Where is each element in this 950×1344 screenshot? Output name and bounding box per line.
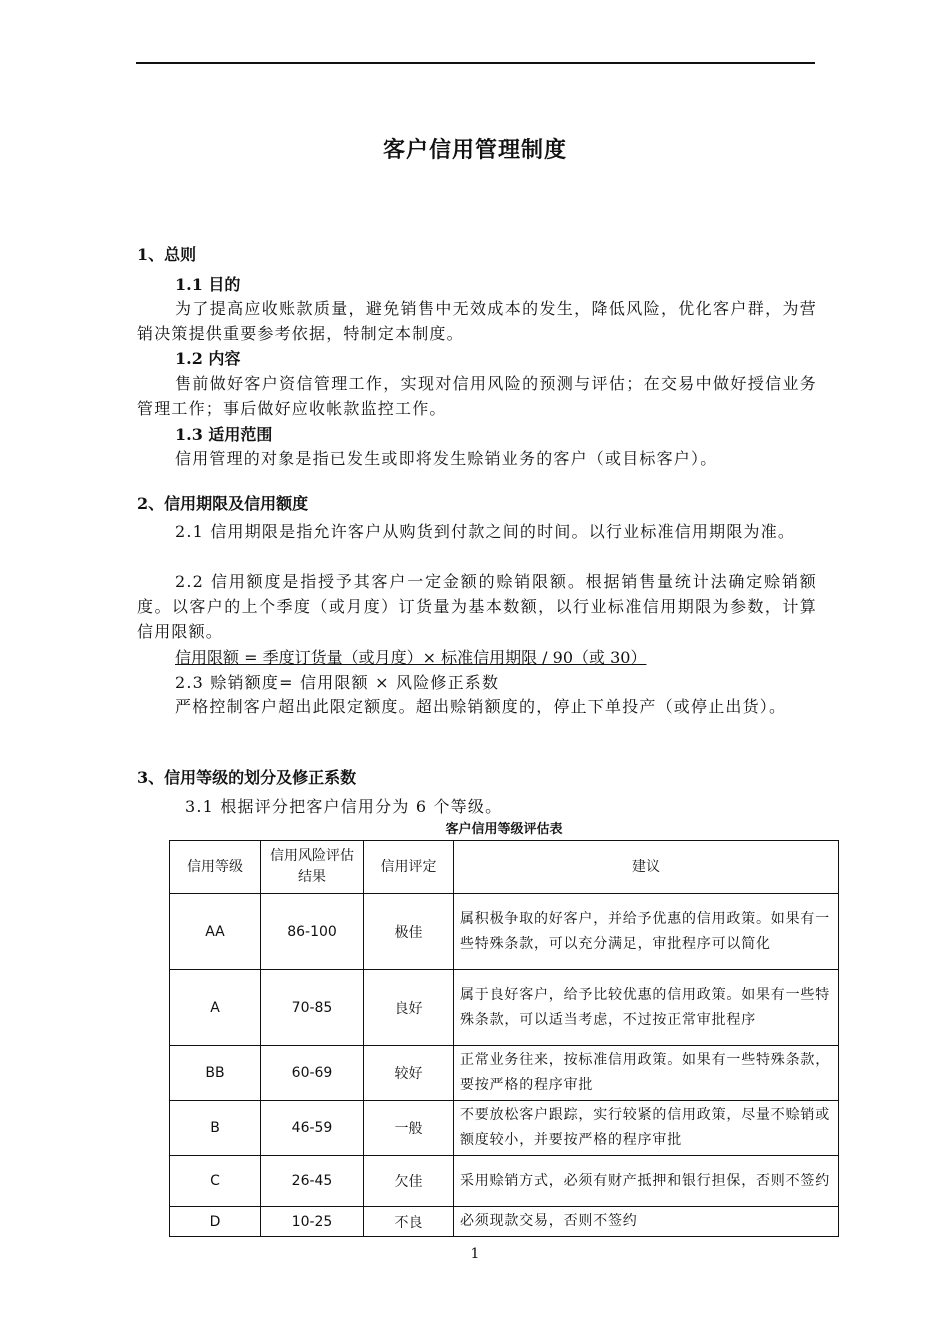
section-1-3-heading: 1.3 适用范围	[175, 425, 273, 444]
grade-cell: A	[170, 970, 261, 1046]
table-row	[170, 1101, 839, 1156]
grade-cell: D	[170, 1207, 261, 1237]
table-row	[170, 1046, 839, 1101]
header-advice: 建议	[454, 841, 839, 894]
advice-cell: 不要放松客户跟踪，实行较紧的信用政策，尽量不赊销或额度较小，并要按严格的程序审批	[454, 1101, 839, 1156]
advice-cell: 属于良好客户，给予比较优惠的信用政策。如果有一些特殊条款，可以适当考虑，不过按正常审批程序	[454, 970, 839, 1046]
grade-cell: B	[170, 1101, 261, 1156]
rating-cell: 不良	[364, 1207, 454, 1237]
header-credit-grade: 信用等级	[170, 841, 261, 894]
credit-limit-formula	[137, 645, 817, 670]
header-rule	[136, 62, 815, 64]
rating-cell: 较好	[364, 1046, 454, 1101]
score-range-cell: 86-100	[261, 894, 364, 970]
table-row	[170, 970, 839, 1046]
section-2-heading: 2、信用期限及信用额度	[137, 494, 309, 513]
section-2-2-text: 2.2 信用额度是指授予其客户一定金额的赊销限额。根据销售量统计法确定赊销额度。以客户的上个季度（或月度）订货量为基本数额，以行业标准信用期限为参数，计算信用限额。	[137, 572, 817, 641]
section-3-1-text: 3.1 根据评分把客户信用分为 6 个等级。	[185, 797, 503, 816]
section-2-4-text: 严格控制客户超出此限定额度。超出赊销额度的，停止下单投产（或停止出货）。	[175, 697, 787, 716]
rating-cell: 良好	[364, 970, 454, 1046]
advice-cell: 属积极争取的好客户，并给予优惠的信用政策。如果有一些特殊条款，可以充分满足，审批程序可以简化	[454, 894, 839, 970]
section-1-2-text: 售前做好客户资信管理工作，实现对信用风险的预测与评估；在交易中做好授信业务管理工作；事后做好应收帐款监控工作。	[137, 374, 817, 418]
table-row	[170, 894, 839, 970]
score-range-cell: 10-25	[261, 1207, 364, 1237]
rating-cell: 欠佳	[364, 1156, 454, 1207]
table-caption: 客户信用等级评估表	[445, 822, 563, 837]
section-1-1-heading: 1.1 目的	[175, 275, 241, 294]
header-risk-result: 信用风险评估结果	[261, 841, 364, 894]
table-header-row	[170, 841, 839, 894]
score-range-cell: 60-69	[261, 1046, 364, 1101]
header-credit-rating: 信用评定	[364, 841, 454, 894]
page-number: 1	[470, 1246, 480, 1262]
score-range-cell: 26-45	[261, 1156, 364, 1207]
grade-cell: AA	[170, 894, 261, 970]
grade-cell: BB	[170, 1046, 261, 1101]
rating-cell: 一般	[364, 1101, 454, 1156]
score-range-cell: 70-85	[261, 970, 364, 1046]
section-2-1-text: 2.1 信用期限是指允许客户从购货到付款之间的时间。以行业标准信用期限为准。	[175, 522, 796, 541]
credit-rating-table	[169, 840, 839, 1237]
document-title: 客户信用管理制度	[382, 137, 567, 163]
section-1-3-text: 信用管理的对象是指已发生或即将发生赊销业务的客户（或目标客户）。	[175, 449, 718, 468]
table-row	[170, 1156, 839, 1207]
section-1-heading: 1、总则	[137, 245, 197, 264]
score-range-cell: 46-59	[261, 1101, 364, 1156]
advice-cell: 正常业务往来，按标准信用政策。如果有一些特殊条款，要按严格的程序审批	[454, 1046, 839, 1101]
advice-cell: 必须现款交易，否则不签约	[454, 1207, 839, 1237]
rating-cell: 极佳	[364, 894, 454, 970]
section-2-3-text: 2.3 赊销额度= 信用限额 × 风险修正系数	[175, 673, 500, 692]
advice-cell: 采用赊销方式，必须有财产抵押和银行担保，否则不签约	[454, 1156, 839, 1207]
section-1-1-text: 为了提高应收账款质量，避免销售中无效成本的发生，降低风险，优化客户群，为营销决策提供重要参考依据，特制定本制度。	[137, 299, 817, 343]
section-1-2-heading: 1.2 内容	[175, 349, 241, 368]
credit-limit-formula-text: 信用限额 = 季度订货量（或月度）× 标准信用期限 / 90（或 30）	[175, 648, 647, 667]
table-row	[170, 1207, 839, 1237]
grade-cell: C	[170, 1156, 261, 1207]
section-3-heading: 3、信用等级的划分及修正系数	[137, 768, 357, 787]
